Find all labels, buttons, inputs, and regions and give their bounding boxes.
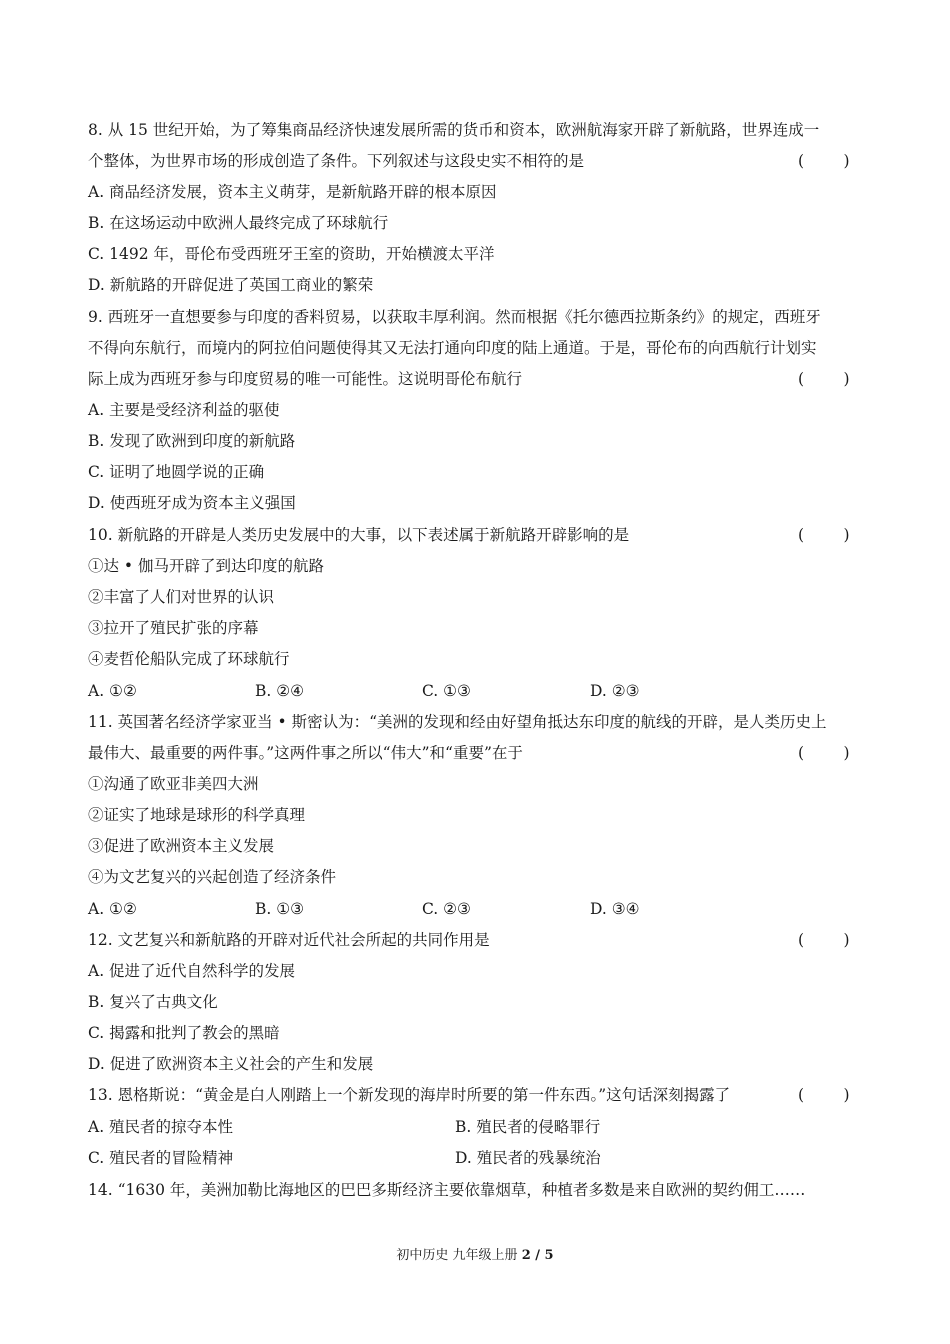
q9-option-c[interactable]: C. 证明了地圆学说的正确 [88,463,265,481]
q11-answer-blank[interactable]: ( ) [798,744,850,762]
q13-answer-blank[interactable]: ( ) [798,1086,850,1104]
q10-statement-3: ③拉开了殖民扩张的序幕 [88,619,259,637]
q13-option-c[interactable]: C. 殖民者的冒险精神 [88,1149,234,1167]
q12-option-b[interactable]: B. 复兴了古典文化 [88,993,218,1011]
q13-option-a[interactable]: A. 殖民者的掠夺本性 [88,1118,234,1136]
footer-course-label: 初中历史 九年级上册 [396,1248,522,1263]
page-number: 2 / 5 [521,1248,554,1263]
q10-option-c[interactable]: C. ①③ [422,682,471,700]
q12-answer-blank[interactable]: ( ) [798,931,850,949]
q10-stem: 10. 新航路的开辟是人类历史发展中的大事，以下表述属于新航路开辟影响的是 [88,526,630,544]
q11-option-c[interactable]: C. ②③ [422,900,471,918]
q10-option-b[interactable]: B. ②④ [255,682,305,700]
q8-answer-blank[interactable]: ( ) [798,152,850,170]
q9-stem-line2: 不得向东航行，而境内的阿拉伯问题使得其又无法打通向印度的陆上通道。于是，哥伦布的向西航行计划实 [88,339,817,357]
q8-stem-line2: 个整体，为世界市场的形成创造了条件。下列叙述与这段史实不相符的是 [88,152,585,170]
q11-stem-line1: 11. 英国著名经济学家亚当 • 斯密认为：“美洲的发现和经由好望角抵达东印度的航线的开辟，是人类历史上 [88,713,827,731]
q10-answer-blank[interactable]: ( ) [798,526,850,544]
q11-statement-2: ②证实了地球是球形的科学真理 [88,806,306,824]
page-footer [0,1247,950,1265]
q13-option-b[interactable]: B. 殖民者的侵略罪行 [455,1118,601,1136]
q9-option-a[interactable]: A. 主要是受经济利益的驱使 [88,401,280,419]
q8-stem-line1: 8. 从 15 世纪开始，为了筹集商品经济快速发展所需的货币和资本，欧洲航海家开辟了新航路，世界连成一 [88,121,820,139]
q9-stem-line1: 9. 西班牙一直想要参与印度的香料贸易，以获取丰厚利润。然而根据《托尔德西拉斯条约》的规定，西班牙 [88,308,821,326]
q11-option-a[interactable]: A. ①② [88,900,137,918]
q13-option-d[interactable]: D. 殖民者的残暴统治 [455,1149,601,1167]
q12-option-c[interactable]: C. 揭露和批判了教会的黑暗 [88,1024,280,1042]
q10-option-a[interactable]: A. ①② [88,682,137,700]
q12-stem: 12. 文艺复兴和新航路的开辟对近代社会所起的共同作用是 [88,931,490,949]
q8-option-d[interactable]: D. 新航路的开辟促进了英国工商业的繁荣 [88,276,374,294]
q14-stem: 14. “1630 年，美洲加勒比海地区的巴巴多斯经济主要依靠烟草，种植者多数是来自欧洲的契约佣工…… [88,1181,806,1199]
q9-answer-blank[interactable]: ( ) [798,370,850,388]
q10-statement-1: ①达 • 伽马开辟了到达印度的航路 [88,557,324,575]
q9-option-b[interactable]: B. 发现了欧洲到印度的新航路 [88,432,296,450]
q10-statement-4: ④麦哲伦船队完成了环球航行 [88,650,290,668]
q9-stem-line3: 际上成为西班牙参与印度贸易的唯一可能性。这说明哥伦布航行 [88,370,523,388]
q11-stem-line2: 最伟大、最重要的两件事。”这两件事之所以“伟大”和“重要”在于 [88,744,523,762]
q12-option-a[interactable]: A. 促进了近代自然科学的发展 [88,962,296,980]
q11-option-b[interactable]: B. ①③ [255,900,305,918]
q11-statement-1: ①沟通了欧亚非美四大洲 [88,775,259,793]
q9-option-d[interactable]: D. 使西班牙成为资本主义强国 [88,494,296,512]
q12-option-d[interactable]: D. 促进了欧洲资本主义社会的产生和发展 [88,1055,374,1073]
q13-stem: 13. 恩格斯说：“黄金是白人刚踏上一个新发现的海岸时所要的第一件东西。”这句话深刻揭露了 [88,1086,731,1104]
q10-option-d[interactable]: D. ②③ [590,682,640,700]
q11-statement-3: ③促进了欧洲资本主义发展 [88,837,275,855]
q8-option-b[interactable]: B. 在这场运动中欧洲人最终完成了环球航行 [88,214,389,232]
q11-statement-4: ④为文艺复兴的兴起创造了经济条件 [88,868,337,886]
q11-option-d[interactable]: D. ③④ [590,900,640,918]
q10-statement-2: ②丰富了人们对世界的认识 [88,588,275,606]
q8-option-a[interactable]: A. 商品经济发展，资本主义萌芽，是新航路开辟的根本原因 [88,183,497,201]
q8-option-c[interactable]: C. 1492 年，哥伦布受西班牙王室的资助，开始横渡太平洋 [88,245,495,263]
